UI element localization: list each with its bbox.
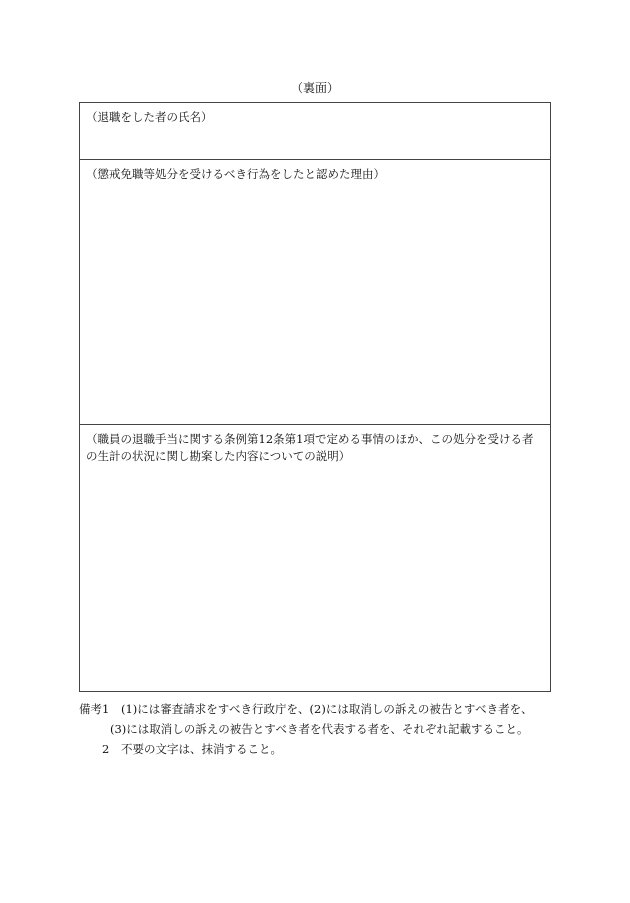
notes-prefix: 備考1 (79, 702, 110, 716)
note-item-1-continuation (79, 719, 559, 739)
notes (79, 699, 559, 759)
reason-field-section[interactable] (80, 160, 550, 425)
note-item-1 (79, 699, 559, 719)
name-field-label: （退職をした者の氏名） (86, 110, 213, 124)
form-table (79, 102, 551, 692)
note-item-2-number: 2 (102, 742, 110, 756)
reason-field-label: （懲戒免職等処分を受けるべき行為をしたと認めた理由） (86, 167, 385, 181)
explanation-field-label: （職員の退職手当に関する条例第12条第1項で定める事情のほか、この処分を受ける者の生計の状況に関し勘案した内容についての説明） (86, 432, 534, 463)
explanation-field-section[interactable] (80, 425, 550, 691)
note-item-1-line-2: (3)には取消しの訴えの被告とすべき者を代表する者を、それぞれ記載すること。 (110, 722, 529, 736)
name-field-section[interactable] (80, 103, 550, 160)
note-item-1-line-1: (1)には審査請求をすべき行政庁を、(2)には取消しの訴えの被告とすべき者を、 (121, 702, 533, 716)
page-heading: （裏面） (290, 81, 339, 95)
note-item-2-text: 不要の文字は、抹消すること。 (121, 742, 282, 756)
note-item-2 (79, 739, 559, 759)
